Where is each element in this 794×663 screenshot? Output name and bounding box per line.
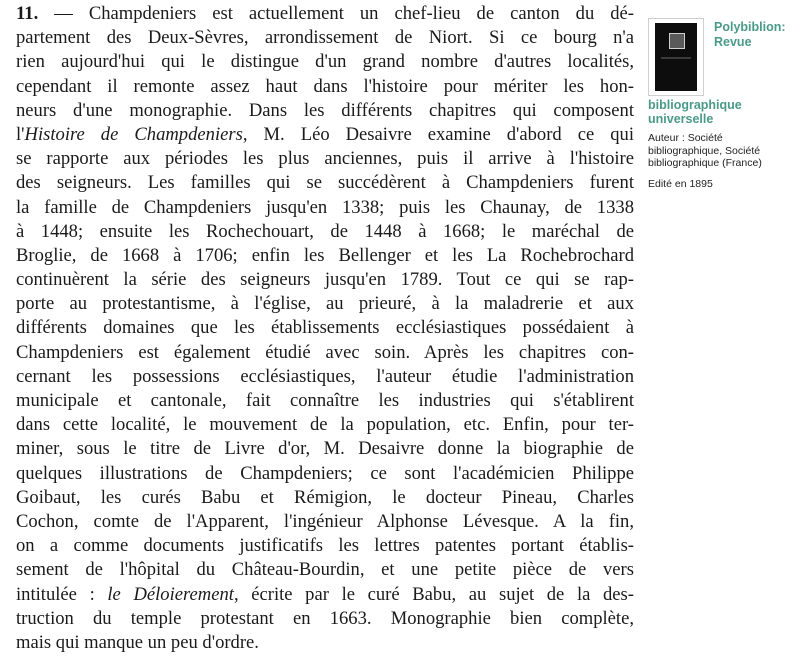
author-info [648, 132, 794, 170]
text-line [16, 316, 634, 340]
text-segment: quelques illustrations de Champdeniers; ce sont l'académicien Philippe [16, 462, 634, 484]
text-segment: neurs d'une monographie. Dans les différents chapitres qui composent [16, 99, 634, 121]
text-segment: Cochon, comte de l'Apparent, l'ingénieur Alphonse Lévesque. A la fin, [16, 510, 634, 532]
text-segment: continuèrent la série des seigneurs jusqu'en 1789. Tout ce qui se rap- [16, 269, 634, 291]
book-title-continued[interactable]: bibliographique universelle [648, 98, 742, 126]
text-line [16, 413, 634, 437]
book-cover-icon [655, 23, 697, 91]
text-segment: — Champdeniers est actuellement un chef-lieu de canton du dé- [38, 3, 634, 24]
text-line [16, 2, 634, 26]
italic-title: le Déloierement [107, 583, 234, 605]
text-line [16, 365, 634, 389]
text-segment: , M. Léo Desaivre examine d'abord ce qui [242, 123, 635, 145]
text-segment: miner, sous le titre de Livre d'or, M. Desaivre donne la biographie de [16, 438, 634, 460]
book-thumbnail[interactable] [648, 18, 704, 96]
text-segment: , écrite par le curé Babu, au sujet de la des- [233, 583, 634, 605]
text-line [16, 26, 634, 50]
text-segment: municipale et cantonale, fait connaître les industries qui s'établirent [16, 390, 634, 411]
text-segment: différents domaines que les établissements ecclésiastiques possédaient à [16, 317, 634, 339]
author-value: Société bibliographique, Société bibliographique (France) [648, 132, 762, 169]
text-line [16, 486, 634, 510]
text-line [16, 510, 634, 534]
text-line [16, 292, 634, 316]
cover-emblem [669, 33, 685, 49]
text-segment: rien aujourd'hui qui le distingue d'un grand nombre d'autres localités, [16, 51, 634, 73]
text-segment: Broglie, de 1668 à 1706; enfin les Bellenger et les La Rochebrochard [16, 244, 634, 266]
text-segment: mais qui manque un peu d'ordre. [16, 631, 259, 653]
author-label: Auteur : [648, 132, 688, 144]
article-text [16, 2, 634, 655]
text-line [16, 583, 634, 607]
text-line [16, 341, 634, 365]
text-segment: truction du temple protestant en 1663. Monographie bien complète, [16, 607, 634, 629]
text-line [16, 631, 634, 655]
book-title-link[interactable]: Polybiblion: Revue [714, 20, 786, 49]
text-segment: on a comme documents justificatifs les lettres patentes portant établis- [16, 535, 634, 557]
text-segment: cependant il remonte assez haut dans l'histoire pour mériter les hon- [16, 75, 634, 97]
text-line [16, 268, 634, 292]
text-segment: intitulée : [16, 583, 108, 605]
entry-number: 11. [16, 3, 39, 24]
text-line [16, 389, 634, 413]
text-line [16, 220, 634, 244]
text-line [16, 558, 634, 582]
date-label: Edité en [648, 178, 690, 190]
text-line [16, 196, 634, 220]
cover-stripe [661, 57, 691, 59]
text-line [16, 244, 634, 268]
text-line [16, 462, 634, 486]
text-segment: Goibaut, les curés Babu et Rémigion, le docteur Pineau, Charles [16, 486, 634, 508]
text-segment: partement des Deux-Sèvres, arrondissement de Niort. Si ce bourg n'a [16, 27, 634, 49]
text-segment: sement de l'hôpital du Château-Bourdin, et une petite pièce de vers [16, 559, 634, 581]
text-segment: cernant les possessions ecclésiastiques, l'auteur étudie l'administration [16, 365, 634, 387]
text-segment: l' [16, 123, 25, 145]
italic-title: Histoire de Champdeniers [24, 123, 243, 145]
text-segment: se rapporte aux périodes les plus anciennes, puis il arrive à l'histoire [16, 148, 634, 170]
text-segment: dans cette localité, le mouvement de la population, etc. Enfin, pour ter- [16, 414, 634, 436]
text-line [16, 437, 634, 461]
text-segment: porte au protestantisme, à l'église, au prieuré, à la maladrerie et aux [16, 293, 634, 315]
text-line [16, 50, 634, 74]
text-segment: à 1448; ensuite les Rochechouart, de 1448 à 1668; le maréchal de [16, 220, 634, 242]
text-line [16, 99, 634, 123]
text-line [16, 534, 634, 558]
text-segment: des seigneurs. Les familles qui se succédèrent à Champdeniers furent [16, 172, 634, 194]
text-line [16, 607, 634, 631]
text-segment: Champdeniers est également étudié avec soin. Après les chapitres con- [16, 341, 634, 363]
text-line [16, 123, 634, 147]
text-segment: la famille de Champdeniers jusqu'en 1338; puis les Chaunay, de 1338 [16, 196, 634, 218]
text-line [16, 171, 634, 195]
text-line [16, 147, 634, 171]
text-line [16, 75, 634, 99]
date-value: 1895 [689, 178, 713, 190]
publication-date [648, 178, 794, 191]
